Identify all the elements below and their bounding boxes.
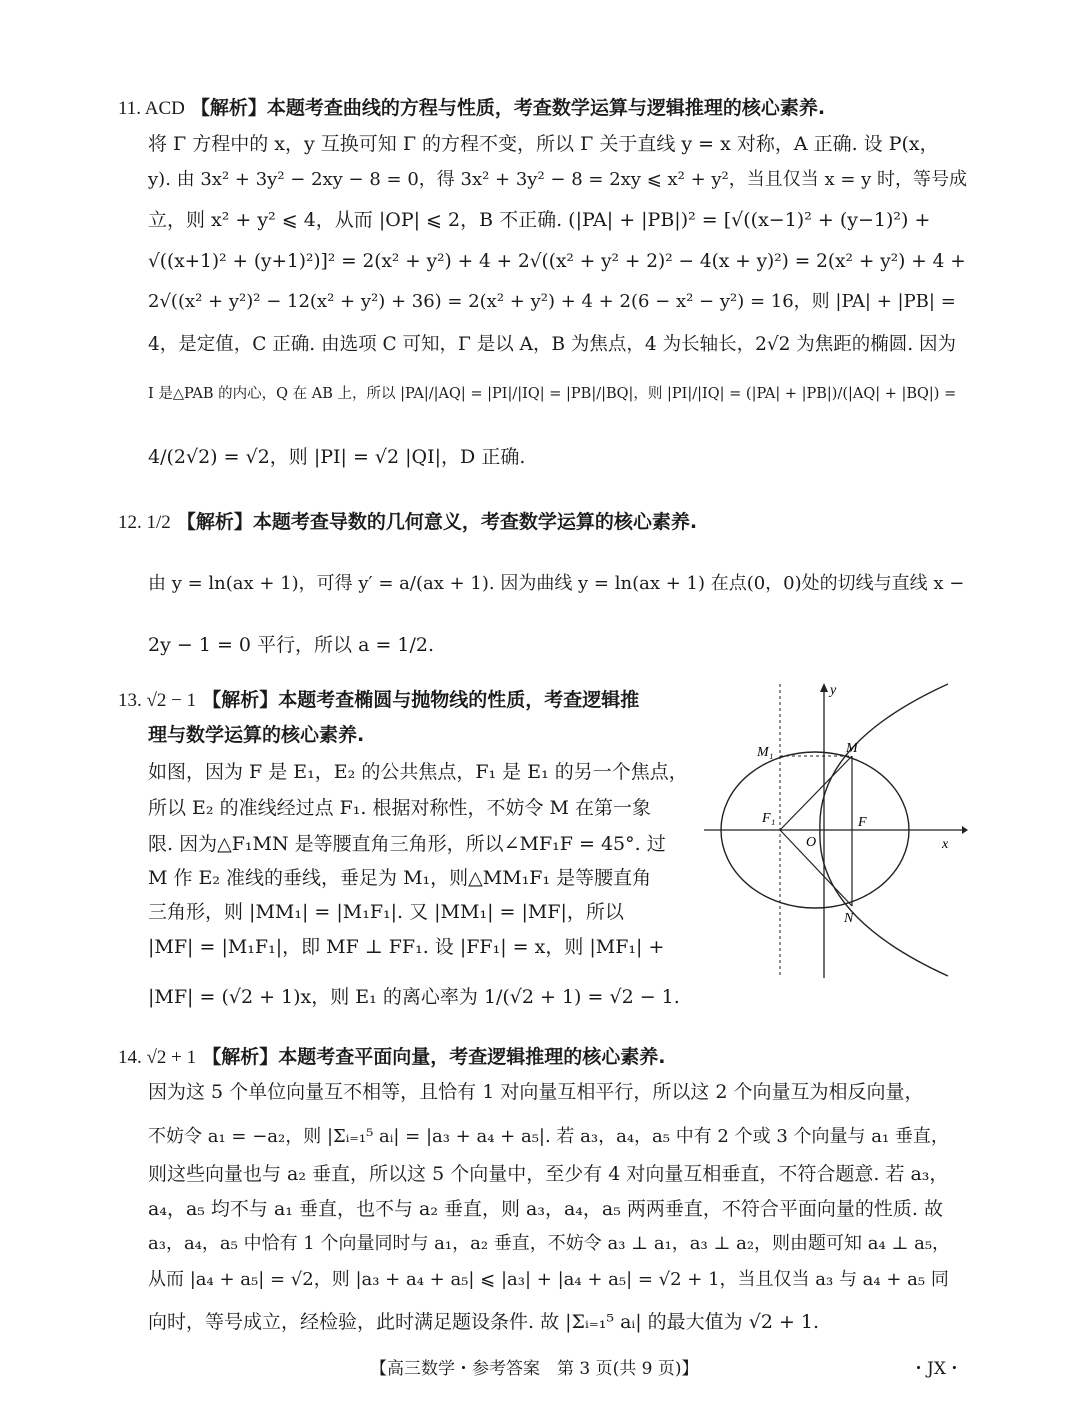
page-footer: 【高三数学・参考答案 第 3 页(共 9 页)】 bbox=[370, 1359, 699, 1379]
label-n: N bbox=[844, 911, 854, 926]
label-x: x bbox=[942, 837, 949, 852]
q12-line-2: 2y − 1 = 0 平行，所以 a = 1/2. bbox=[148, 634, 435, 656]
q12-answer: 12. 1/2 bbox=[118, 512, 171, 533]
q13-line-7: |MF| = (√2 + 1)x，则 E₁ 的离心率为 1/(√2 + 1) = √2 − 1. bbox=[148, 986, 680, 1008]
q13-line-1: 如图，因为 F 是 E₁，E₂ 的公共焦点，F₁ 是 E₁ 的另一个焦点， bbox=[148, 761, 688, 783]
q14-line-2: 不妨令 a₁ = −a₂，则 |Σᵢ₌₁⁵ aᵢ| = |a₃ + a₄ + a₅|. 若 a₃，a₄，a₅ 中有 2 个或 3 个向量与 a₁ 垂直， bbox=[148, 1126, 949, 1147]
q14-line-4: a₄，a₅ 均不与 a₁ 垂直，也不与 a₂ 垂直，则 a₃，a₄，a₅ 两两垂直，不符合平面向量的性质. 故 bbox=[148, 1198, 943, 1220]
label-f: F bbox=[858, 815, 867, 830]
q11-line-6: 4，是定值，C 正确. 由选项 C 可知，Γ 是以 A，B 为焦点，4 为长轴长，2√2 为焦距的椭圆. 因为 bbox=[148, 334, 957, 355]
segment-f1-m bbox=[780, 756, 852, 830]
q14-line-1: 因为这 5 个单位向量互不相等，且恰有 1 对向量互相平行，所以这 2 个向量互为相反向量， bbox=[148, 1081, 924, 1103]
q13-line-3: 限. 因为△F₁MN 是等腰直角三角形，所以∠MF₁F = 45°. 过 bbox=[148, 833, 666, 855]
q13-line-4: M 作 E₂ 准线的垂线，垂足为 M₁，则△MM₁F₁ 是等腰直角 bbox=[148, 867, 652, 889]
y-axis-arrow bbox=[820, 683, 828, 692]
q11-line-5: 2√((x² + y²)² − 12(x² + y²) + 36) = 2(x² + y²) + 4 + 2(6 − x² − y²) = 16，则 |PA| + |PB| = bbox=[148, 291, 956, 312]
q14-answer: 14. √2 + 1 bbox=[118, 1047, 197, 1068]
q14-header bbox=[118, 1045, 665, 1070]
q11-line-7: I 是△PAB 的内心，Q 在 AB 上，所以 |PA|/|AQ| = |PI|/|IQ| = |PB|/|BQ|，则 |PI|/|IQ| = (|PA| + |PB|)/(|AQ| + |BQ|) = bbox=[148, 386, 957, 402]
q11-line-8: 4/(2√2) = √2，则 |PI| = √2 |QI|，D 正确. bbox=[148, 446, 526, 468]
q13-line-6: |MF| = |M₁F₁|，即 MF ⊥ FF₁. 设 |FF₁| = x，则 |MF₁| + bbox=[148, 936, 665, 958]
q12-line-1: 由 y = ln(ax + 1)，可得 y′ = a/(ax + 1). 因为曲线 y = ln(ax + 1) 在点(0，0)处的切线与直线 x − bbox=[148, 573, 965, 594]
footer-code: ・JX・ bbox=[910, 1359, 963, 1379]
label-f1: F₁ bbox=[762, 811, 776, 826]
q13-header-cont: 理与数学运算的核心素养. bbox=[148, 724, 365, 746]
q13-answer: 13. √2 − 1 bbox=[118, 690, 197, 711]
q14-line-7: 向时，等号成立，经检验，此时满足题设条件. 故 |Σᵢ₌₁⁵ aᵢ| 的最大值为 √2 + 1. bbox=[148, 1311, 820, 1333]
q11-header bbox=[118, 96, 825, 121]
label-m: M bbox=[846, 741, 858, 756]
q13-header bbox=[118, 688, 639, 713]
q11-analysis-title: 【解析】本题考查曲线的方程与性质，考查数学运算与逻辑推理的核心素养. bbox=[190, 97, 826, 119]
q13-analysis-title: 【解析】本题考查椭圆与抛物线的性质，考查逻辑推 bbox=[202, 689, 640, 711]
q11-line-1: 将 Γ 方程中的 x，y 互换可知 Γ 的方程不变，所以 Γ 关于直线 y = x 对称，A 正确. 设 P(x， bbox=[148, 133, 939, 155]
q12-analysis-title: 【解析】本题考查导数的几何意义，考查数学运算的核心素养. bbox=[176, 511, 698, 533]
q12-header bbox=[118, 510, 697, 535]
label-m1: M₁ bbox=[757, 745, 774, 760]
q14-line-5: a₃，a₄，a₅ 中恰有 1 个向量同时与 a₁，a₂ 垂直，不妨令 a₃ ⊥ a₁，a₃ ⊥ a₂，则由题可知 a₄ ⊥ a₅， bbox=[148, 1233, 951, 1254]
q11-line-2: y). 由 3x² + 3y² − 2xy − 8 = 0，得 3x² + 3y² − 8 = 2xy ⩽ x² + y²，当且仅当 x = y 时，等号成 bbox=[148, 169, 968, 190]
q13-figure bbox=[700, 680, 968, 980]
q11-line-3: 立，则 x² + y² ⩽ 4，从而 |OP| ⩽ 2，B 不正确. (|PA| + |PB|)² = [√((x−1)² + (y−1)²) + bbox=[148, 209, 931, 231]
q11-line-4: √((x+1)² + (y+1)²)]² = 2(x² + y²) + 4 + 2√((x² + y² + 2)² − 4(x + y)²) = 2(x² + y²) + 4 + bbox=[148, 251, 966, 272]
q11-answer: 11. ACD bbox=[118, 98, 185, 119]
x-axis-arrow bbox=[962, 826, 968, 834]
label-o: O bbox=[806, 835, 817, 850]
label-y: y bbox=[830, 683, 837, 698]
q14-line-6: 从而 |a₄ + a₅| = √2，则 |a₃ + a₄ + a₅| ⩽ |a₃| + |a₄ + a₅| = √2 + 1，当且仅当 a₃ 与 a₄ + a₅ 同 bbox=[148, 1269, 949, 1290]
q13-line-2: 所以 E₂ 的准线经过点 F₁. 根据对称性，不妨令 M 在第一象 bbox=[148, 797, 652, 819]
q13-line-5: 三角形，则 |MM₁| = |M₁F₁|. 又 |MM₁| = |MF|，所以 bbox=[148, 901, 624, 923]
q14-line-3: 则这些向量也与 a₂ 垂直，所以这 5 个向量中，至少有 4 对向量互相垂直，不符合题意. 若 a₃， bbox=[148, 1163, 949, 1185]
q14-analysis-title: 【解析】本题考查平面向量，考查逻辑推理的核心素养. bbox=[202, 1046, 666, 1068]
